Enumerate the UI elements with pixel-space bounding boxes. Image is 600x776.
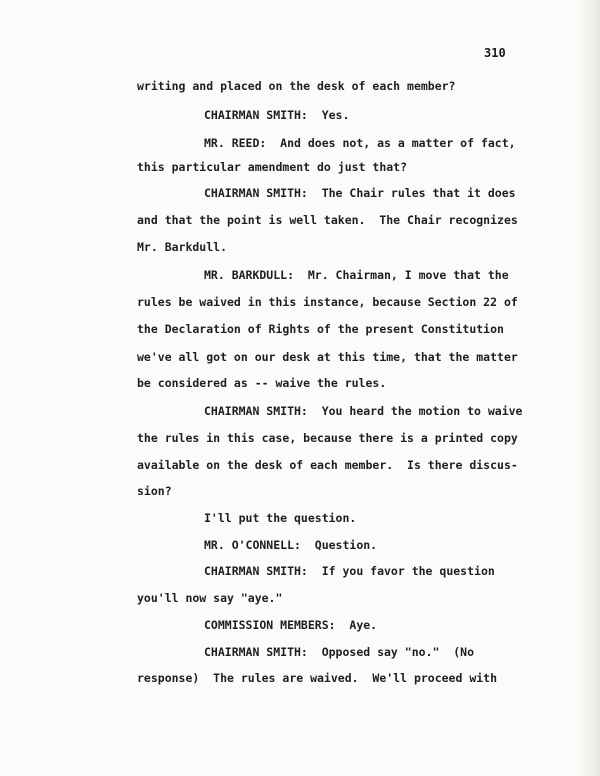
transcript-line: the Declaration of Rights of the present Constitution xyxy=(137,322,504,336)
transcript-line: COMMISSION MEMBERS: Aye. xyxy=(204,618,378,632)
transcript-line: MR. O'CONNELL: Question. xyxy=(204,538,378,552)
page-number: 310 xyxy=(484,46,506,60)
transcript-line: MR. REED: And does not, as a matter of fact, xyxy=(204,136,516,150)
transcript-line: CHAIRMAN SMITH: The Chair rules that it does xyxy=(204,186,516,200)
transcript-line: response) The rules are waived. We'll proceed with xyxy=(137,671,498,685)
transcript-line: be considered as -- waive the rules. xyxy=(137,376,387,390)
transcript-line: the rules in this case, because there is a printed copy xyxy=(137,431,518,445)
transcript-line: we've all got on our desk at this time, that the matter xyxy=(137,350,518,364)
transcript-line: CHAIRMAN SMITH: If you favor the question xyxy=(204,564,495,578)
transcript-line: and that the point is well taken. The Chair recognizes xyxy=(137,213,518,227)
transcript-line: CHAIRMAN SMITH: Yes. xyxy=(204,108,350,122)
transcript-line: this particular amendment do just that? xyxy=(137,160,408,174)
transcript-line: writing and placed on the desk of each member? xyxy=(137,79,456,93)
transcript-line: rules be waived in this instance, because Section 22 of xyxy=(137,295,518,309)
transcript-line: you'll now say "aye." xyxy=(137,591,283,605)
transcript-line: available on the desk of each member. Is there discus- xyxy=(137,458,518,472)
transcript-line: Mr. Barkdull. xyxy=(137,240,228,254)
scan-edge-shadow xyxy=(578,0,600,776)
transcript-line: CHAIRMAN SMITH: You heard the motion to waive xyxy=(204,404,523,418)
transcript-line: sion? xyxy=(137,484,172,498)
transcript-line: CHAIRMAN SMITH: Opposed say "no." (No xyxy=(204,645,475,659)
transcript-line: MR. BARKDULL: Mr. Chairman, I move that the xyxy=(204,268,509,282)
transcript-line: I'll put the question. xyxy=(204,511,357,525)
